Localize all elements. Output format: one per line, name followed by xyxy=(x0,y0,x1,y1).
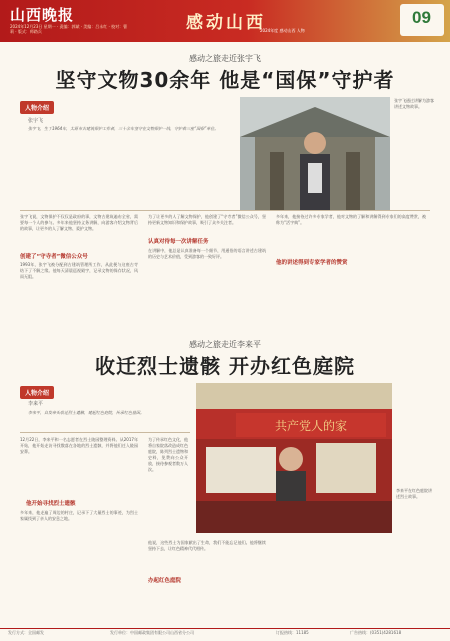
story2-photo xyxy=(196,383,392,533)
story1-subhead-2: 认真对待每一次讲解任务 xyxy=(148,239,209,245)
divider xyxy=(20,210,430,211)
story2-kicker: 感动之旅走近李来平 xyxy=(189,340,261,349)
story1-para-1: 张宇飞说，文物保护不仅仅是政府的事，文物古建筑遍布全省，需要每一个人的参与。多年来他坚持义务讲解，向游客介绍文物背后的故事，让更多的人了解文物、爱护文物。 xyxy=(20,214,138,231)
story2-para-4: 他说，这些烈士为国家献出了生命，我们不能忘记他们。他将继续坚持下去，让红色精神代代相传。 xyxy=(148,540,266,551)
story1-intro: 张宇飞，生于1964年，太原市古建筑保护工作者，三十余年坚守在文物保护一线，守护着三座“国保”单位。 xyxy=(28,126,219,131)
story1-para-4: 在讲解中，他总是认真准备每一个细节，用通俗的语言讲述古建筑的历史与艺术价值，受到游客的一致好评。 xyxy=(148,248,266,259)
footer-distribution: 发行方式：全国邮发 xyxy=(8,630,44,635)
story1-photo xyxy=(240,97,390,210)
story2-photo-caption: 李来平在红色庭院讲述烈士故事。 xyxy=(396,488,432,499)
issue-date: 2024年12月23日 星期一 · 责编：郭斌 · 美编：吕永红 · 校对：曹莉 · 版式：师路兵 xyxy=(10,24,128,34)
story2-para-2: 多年来，他走遍了周边的村庄，记录下了大量烈士的事迹，为烈士家属找到了亲人的安息之地。 xyxy=(20,510,138,521)
story1-para-5: 多年来，他接待过许多专家学者，他对文物的了解和讲解得到专家们的高度赞赏，被称为“活字典”。 xyxy=(276,214,426,225)
paper-name: 山西晚报 xyxy=(10,6,75,24)
story1-headline: 坚守文物30余年 他是“国保”守护者 xyxy=(55,68,395,92)
story2-para-3: 为了传承红色文化，他将自家院落改造成红色庭院，陈列烈士遗物和史料，免费向公众开放，接待参观者数万人次。 xyxy=(148,437,188,472)
story2-para-1: 12月22日，李来平和一名志愿者在烈士陵园整理资料。从2017年开始，他开始走访寻找散落在各地的烈士遗骸，并将他们迁入陵园安葬。 xyxy=(20,437,138,454)
story2-intro: 李来平，自发牵头收迁烈士遗骸，建起红色庭院，传承红色基因。 xyxy=(28,410,144,415)
story1-subhead-1: 创建了“守寺者”微信公众号 xyxy=(20,254,88,260)
story2-headline: 收迁烈士遗骸 开办红色庭院 xyxy=(95,354,355,378)
section-subtitle: 2024年度 感动山西 人物 xyxy=(260,28,305,33)
story1-profile-tag: 人物介绍 xyxy=(20,101,54,114)
story1-profile-name: 张宇飞 xyxy=(28,118,44,124)
story1-kicker: 感动之旅走近张宇飞 xyxy=(189,54,261,63)
story2-subhead-2: 办起红色庭院 xyxy=(148,578,182,584)
section-title: 感动山西 xyxy=(186,13,266,33)
story1-para-2: 1993年，张宇飞被分配到古建筑管理所工作，从此便与这座古寺结下了不解之缘。他每天清晨巡视殿宇，记录文物的保存状况，风雨无阻。 xyxy=(20,262,138,279)
divider xyxy=(20,432,190,433)
footer-subscription: 订报热线：11185 xyxy=(276,630,309,635)
footer-ad-hotline: 广告热线：(0351)4281618 xyxy=(350,630,402,635)
story2-profile-tag: 人物介绍 xyxy=(20,386,54,399)
story2-photo-sign: 共产党人的家 xyxy=(274,419,348,433)
story1-para-3: 为了让更多的人了解文物保护，他创建了“守寺者”微信公众号，坚持更新文物知识和保护故事，吸引了众多关注者。 xyxy=(148,214,266,225)
story2-subhead-1: 他开始寻找烈士遗骸 xyxy=(26,501,76,507)
story1-photo-caption: 张宇飞通过讲解为游客讲述文物故事。 xyxy=(394,98,434,109)
story2-profile-name: 李来平 xyxy=(28,401,44,407)
story1-subhead-3: 他的讲述得到专家学者的赞赏 xyxy=(276,260,348,266)
page-number: 09 xyxy=(412,8,431,27)
footer-publisher: 发行单位：中国邮政集团有限公司山西省分公司 xyxy=(110,630,194,635)
